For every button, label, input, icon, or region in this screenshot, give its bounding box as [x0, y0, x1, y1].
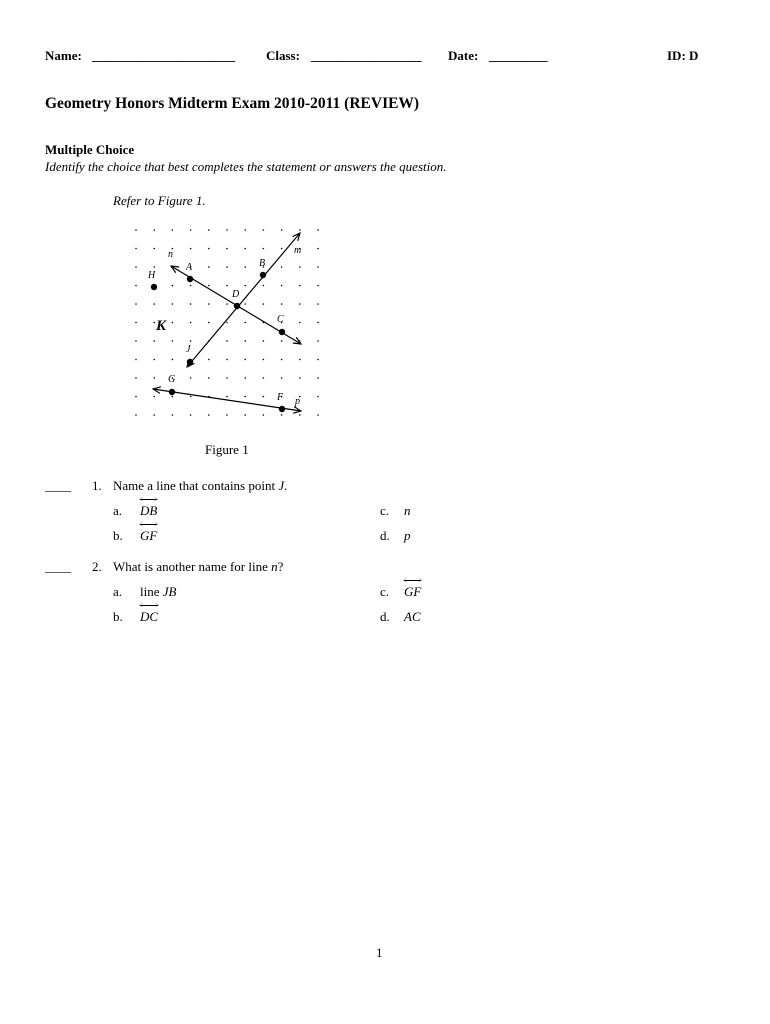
choice-2b[interactable] [140, 609, 158, 625]
grid-dot [263, 340, 265, 342]
grid-dot [190, 303, 192, 305]
stem-variable: J [278, 478, 285, 493]
point-a [187, 276, 193, 282]
choice-letter-2a: a. [113, 584, 123, 599]
grid-dot [263, 359, 265, 361]
grid-dot [226, 303, 228, 305]
choice-prefix: line [140, 584, 163, 599]
line-symbol: DB [140, 503, 158, 518]
stem-variable: n [271, 559, 278, 574]
grid-dot [281, 377, 283, 379]
label-f: F [277, 392, 284, 403]
grid-dot [244, 396, 246, 398]
grid-dot [317, 303, 319, 305]
grid-dot [208, 377, 210, 379]
line-symbol: GF [404, 584, 422, 599]
grid-dot [153, 248, 155, 250]
grid-dot [172, 340, 174, 342]
grid-dot [244, 359, 246, 361]
grid-dot [153, 322, 155, 324]
label-g: G [168, 374, 176, 385]
grid-dot [317, 285, 319, 287]
grid-dot [244, 414, 246, 416]
choice-2d[interactable]: AC [404, 609, 421, 624]
exam-title: Geometry Honors Midterm Exam 2010-2011 (REVIEW) [45, 95, 420, 112]
grid-dot [263, 303, 265, 305]
grid-dot [190, 414, 192, 416]
grid-dot [135, 266, 137, 268]
grid-dot [299, 303, 301, 305]
choice-1c[interactable]: n [404, 503, 411, 518]
grid-dot [226, 266, 228, 268]
stem-text: Name a line that contains point [113, 478, 279, 493]
choice-letter-1c: c. [380, 503, 390, 518]
section-heading: Multiple Choice [45, 142, 135, 157]
id-label: ID: D [667, 48, 699, 63]
grid-dot [208, 285, 210, 287]
point-j [187, 359, 193, 365]
date-blank: _________ [489, 48, 548, 63]
grid-dot [153, 377, 155, 379]
grid-dot [135, 322, 137, 324]
section-instructions: Identify the choice that best completes the statement or answers the question. [45, 159, 447, 174]
grid-dot [190, 248, 192, 250]
grid-dot [208, 303, 210, 305]
grid-dot [317, 340, 319, 342]
grid-dot [317, 266, 319, 268]
point-b [260, 272, 266, 278]
grid-dot [281, 414, 283, 416]
grid-dot [135, 414, 137, 416]
choice-1b[interactable] [140, 528, 157, 544]
grid-dot [190, 340, 192, 342]
grid-dot [281, 303, 283, 305]
grid-dot [263, 248, 265, 250]
grid-dot [244, 266, 246, 268]
label-p: p [295, 396, 300, 407]
grid-dot [190, 322, 192, 324]
choice-letter-1a: a. [113, 503, 123, 518]
grid-dot [226, 229, 228, 231]
line-symbol: GF [140, 528, 158, 543]
choice-letter-2d: d. [380, 609, 390, 624]
grid-dot [208, 414, 210, 416]
grid-dot [226, 414, 228, 416]
grid-dot [317, 248, 319, 250]
label-d: D [232, 289, 240, 300]
grid-dot [244, 285, 246, 287]
choice-letter-1b: b. [113, 528, 123, 543]
grid-dot [190, 377, 192, 379]
stem-end: . [284, 478, 288, 493]
label-k: K [156, 318, 167, 334]
grid-dot [281, 266, 283, 268]
grid-dot [172, 285, 174, 287]
grid-dot [226, 248, 228, 250]
grid-dot [299, 285, 301, 287]
grid-dot [190, 285, 192, 287]
choice-1d[interactable]: p [404, 528, 411, 543]
grid-dot [263, 414, 265, 416]
label-m: m [294, 245, 302, 256]
grid-dot [208, 248, 210, 250]
question-stem-2 [113, 559, 283, 575]
grid-dot [153, 229, 155, 231]
grid-dot [172, 359, 174, 361]
grid-dot [135, 285, 137, 287]
question-stem-1 [113, 478, 287, 494]
grid-dot [226, 322, 228, 324]
grid-dot [135, 377, 137, 379]
grid-dot [263, 396, 265, 398]
grid-dot [317, 396, 319, 398]
grid-dot [244, 377, 246, 379]
class-blank: _________________ [311, 48, 422, 63]
grid-dot [281, 340, 283, 342]
grid-dot [317, 414, 319, 416]
grid-dot [172, 322, 174, 324]
grid-dot [135, 303, 137, 305]
grid-dot [281, 359, 283, 361]
line-symbol: DC [140, 609, 159, 624]
grid-dot [244, 229, 246, 231]
grid-dot [281, 248, 283, 250]
grid-dot [299, 340, 301, 342]
question-number-2: 2. [92, 559, 102, 574]
grid-dot [153, 340, 155, 342]
figure-1 [128, 222, 328, 427]
grid-dot [244, 322, 246, 324]
grid-dot [135, 396, 137, 398]
grid-dot [135, 229, 137, 231]
grid-dot [208, 229, 210, 231]
stem-text: What is another name for line [113, 559, 272, 574]
page-number: 1 [376, 945, 383, 960]
grid-dot [244, 303, 246, 305]
point-h [151, 284, 157, 290]
grid-dot [317, 359, 319, 361]
grid-dot [208, 266, 210, 268]
grid-dot [226, 285, 228, 287]
choice-1a[interactable] [140, 503, 157, 519]
grid-dot [226, 340, 228, 342]
grid-dot [226, 396, 228, 398]
grid-dot [190, 396, 192, 398]
grid-dot [190, 229, 192, 231]
choice-letter-1d: d. [380, 528, 390, 543]
label-a: A [186, 262, 193, 273]
grid-dot [299, 266, 301, 268]
class-label: Class: [266, 48, 300, 63]
answer-blank-1[interactable]: ____ [45, 478, 71, 493]
grid-dot [172, 414, 174, 416]
grid-dot [263, 377, 265, 379]
grid-dot [299, 414, 301, 416]
grid-dot [153, 266, 155, 268]
grid-dot [153, 303, 155, 305]
grid-dot [153, 414, 155, 416]
grid-dot [299, 322, 301, 324]
refer-text: Refer to Figure 1. [113, 193, 206, 208]
grid-dot [317, 229, 319, 231]
grid-dot [135, 248, 137, 250]
grid-dot [172, 229, 174, 231]
grid-dot [263, 229, 265, 231]
grid-dot [263, 285, 265, 287]
grid-dot [244, 248, 246, 250]
grid-dot [135, 340, 137, 342]
name-blank: ______________________ [92, 48, 235, 63]
grid-dot [226, 359, 228, 361]
choice-letter-2c: c. [380, 584, 390, 599]
stem-end: ? [277, 559, 284, 574]
question-number-1: 1. [92, 478, 102, 493]
grid-dot [208, 359, 210, 361]
grid-dot [172, 396, 174, 398]
label-n: n [168, 249, 173, 260]
grid-dot [208, 322, 210, 324]
point-c [279, 329, 285, 335]
choice-letter-2b: b. [113, 609, 123, 624]
line-m [187, 233, 300, 367]
grid-dot [299, 359, 301, 361]
grid-dot [317, 322, 319, 324]
grid-dot [281, 285, 283, 287]
grid-dot [281, 229, 283, 231]
choice-2a[interactable] [140, 584, 176, 600]
answer-blank-2[interactable]: ____ [45, 559, 71, 574]
grid-dot [172, 303, 174, 305]
grid-dot [244, 340, 246, 342]
grid-dot [317, 377, 319, 379]
grid-dot [226, 377, 228, 379]
label-j: J [186, 344, 191, 355]
point-d [234, 303, 240, 309]
date-label: Date: [448, 48, 479, 63]
choice-2c[interactable] [404, 584, 421, 600]
grid-dot [153, 396, 155, 398]
name-label: Name: [45, 48, 82, 63]
point-g [169, 389, 175, 395]
label-b: B [259, 258, 266, 269]
grid-dot [153, 359, 155, 361]
label-h: H [148, 270, 156, 281]
grid-dot [135, 359, 137, 361]
label-c: C [277, 314, 284, 325]
grid-dot [299, 229, 301, 231]
figure-caption: Figure 1 [205, 442, 249, 457]
choice-text: JB [162, 584, 177, 599]
point-f [279, 406, 285, 412]
grid-dot [299, 377, 301, 379]
